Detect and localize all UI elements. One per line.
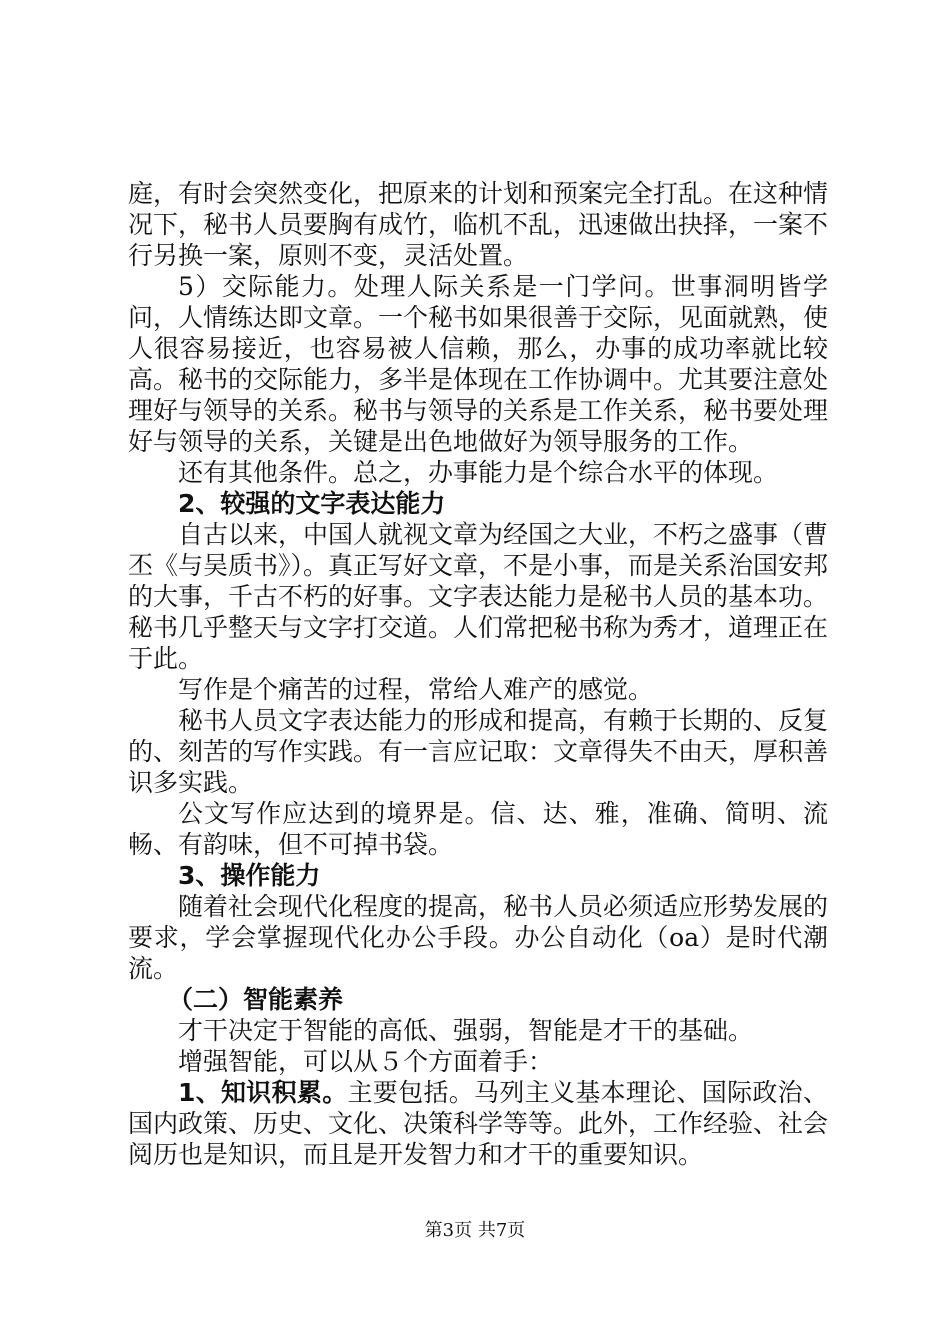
page-footer: 第3页 共7页 — [424, 1220, 526, 1241]
paragraph-continuation: 庭，有时会突然变化，把原来的计划和预案完全打乱。在这种情况下，秘书人员要胸有成竹，临机不乱，迅速做出抉择，一案不行另换一案，原则不变，灵活处置。 — [128, 179, 829, 270]
paragraph-intelligence-basis: 才干决定于智能的高低、强弱，智能是才干的基础。 — [178, 1016, 754, 1045]
paragraph-knowledge — [128, 1077, 828, 1170]
section-heading-intelligence: （二）智能素养 — [168, 985, 344, 1014]
paragraph-writing-pain: 写作是个痛苦的过程，常给人难产的感觉。 — [178, 675, 654, 704]
paragraph-other-conditions: 还有其他条件。总之，办事能力是个综合水平的体现。 — [178, 458, 779, 487]
document-body — [128, 178, 828, 1170]
paragraph-writing-practice: 秘书人员文字表达能力的形成和提高，有赖于长期的、反复的、刻苦的写作实践。有一言应记取：文章得失不由天，厚积善识多实践。 — [128, 706, 829, 797]
paragraph-writing-importance: 自古以来，中国人就视文章为经国之大业，不朽之盛事（曹丕《与吴质书》）。真正写好文章，不是小事，而是关系治国安邦的大事，千古不朽的好事。文字表达能力是秘书人员的基本功。秘书几乎整天与文字打交道。人们常把秘书称为秀才，道理正在于此。 — [128, 520, 829, 673]
paragraph-five-aspects: 增强智能，可以从５个方面着手： — [178, 1047, 554, 1076]
paragraph-social-skills: 5）交际能力。处理人际关系是一门学问。世事洞明皆学问，人情练达即文章。一个秘书如果很善于交际，见面就熟，使人很容易接近，也容易被人信赖，那么，办事的成功率就比较高。秘书的交际能力，多半是体现在工作协调中。尤其要注意处理好与领导的关系。秘书与领导的关系是工作关系，秘书要处理好与领导的关系，关键是出色地做好为领导服务的工作。 — [128, 272, 829, 456]
paragraph-office-automation: 随着社会现代化程度的提高，秘书人员必须适应形势发展的要求，学会掌握现代化办公手段。办公自动化（oa）是时代潮流。 — [128, 892, 829, 983]
section-heading-operation: 3、操作能力 — [178, 861, 321, 890]
knowledge-lead: 1、知识积累。 — [178, 1078, 348, 1107]
section-heading-writing: 2、较强的文字表达能力 — [178, 489, 446, 518]
paragraph-writing-standard: 公文写作应达到的境界是。信、达、雅，准确、简明、流畅、有韵味，但不可掉书袋。 — [128, 799, 828, 859]
knowledge-text: 主要包括。马列主义基本理论、国际政治、国内政策、历史、文化、决策科学等等。此外，工作经验、社会阅历也是知识，而且是开发智力和才干的重要知识。 — [128, 1078, 829, 1169]
